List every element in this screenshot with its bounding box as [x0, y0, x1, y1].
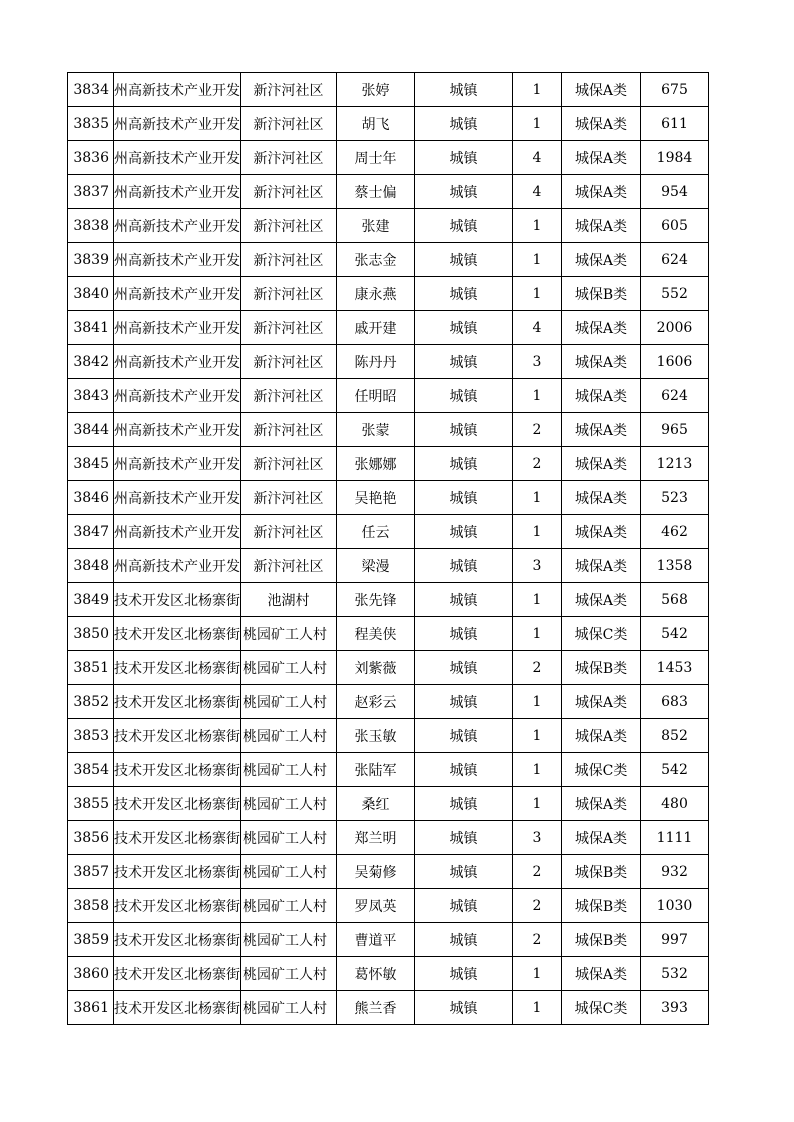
cell-community: 新汴河社区	[241, 447, 337, 481]
cell-category: 城保A类	[562, 685, 641, 719]
cell-community: 桃园矿工人村	[241, 685, 337, 719]
cell-community: 新汴河社区	[241, 515, 337, 549]
cell-name: 陈丹丹	[337, 345, 415, 379]
cell-district	[114, 481, 241, 515]
table-row	[68, 243, 709, 277]
district-text: 技术开发区北杨寨街	[114, 796, 240, 813]
cell-id: 3856	[68, 821, 114, 855]
cell-id: 3853	[68, 719, 114, 753]
table-row	[68, 175, 709, 209]
cell-category: 城保B类	[562, 277, 641, 311]
cell-category: 城保A类	[562, 957, 641, 991]
table-row	[68, 583, 709, 617]
cell-amount: 542	[641, 617, 709, 651]
cell-name: 梁漫	[337, 549, 415, 583]
cell-district	[114, 277, 241, 311]
cell-amount: 852	[641, 719, 709, 753]
cell-id: 3834	[68, 73, 114, 107]
cell-district	[114, 583, 241, 617]
cell-community: 桃园矿工人村	[241, 923, 337, 957]
cell-community: 新汴河社区	[241, 481, 337, 515]
cell-district	[114, 787, 241, 821]
cell-community: 新汴河社区	[241, 141, 337, 175]
cell-district	[114, 447, 241, 481]
cell-category: 城保B类	[562, 855, 641, 889]
district-text: 技术开发区北杨寨街	[114, 830, 240, 847]
cell-amount: 393	[641, 991, 709, 1025]
cell-area: 城镇	[415, 277, 513, 311]
cell-category: 城保A类	[562, 175, 641, 209]
table-row	[68, 719, 709, 753]
cell-district	[114, 991, 241, 1025]
district-text: 技术开发区北杨寨街	[114, 1000, 240, 1017]
district-text: 技术开发区北杨寨街	[114, 898, 240, 915]
cell-id: 3836	[68, 141, 114, 175]
cell-persons: 1	[513, 277, 562, 311]
cell-area: 城镇	[415, 923, 513, 957]
cell-name: 张玉敏	[337, 719, 415, 753]
district-text: 技术开发区北杨寨街	[114, 932, 240, 949]
cell-persons: 2	[513, 855, 562, 889]
cell-persons: 4	[513, 311, 562, 345]
cell-persons: 1	[513, 617, 562, 651]
cell-name: 赵彩云	[337, 685, 415, 719]
cell-community: 新汴河社区	[241, 107, 337, 141]
cell-persons: 1	[513, 753, 562, 787]
cell-id: 3858	[68, 889, 114, 923]
cell-name: 戚开建	[337, 311, 415, 345]
cell-district	[114, 617, 241, 651]
district-text: 州高新技术产业开发	[114, 150, 240, 167]
cell-community: 新汴河社区	[241, 277, 337, 311]
table-row	[68, 651, 709, 685]
table-row	[68, 481, 709, 515]
cell-persons: 1	[513, 957, 562, 991]
cell-area: 城镇	[415, 889, 513, 923]
cell-district	[114, 923, 241, 957]
district-text: 技术开发区北杨寨街	[114, 966, 240, 983]
table-row	[68, 379, 709, 413]
cell-community: 桃园矿工人村	[241, 651, 337, 685]
cell-category: 城保B类	[562, 923, 641, 957]
cell-persons: 3	[513, 549, 562, 583]
cell-area: 城镇	[415, 447, 513, 481]
cell-name: 胡飞	[337, 107, 415, 141]
cell-category: 城保A类	[562, 379, 641, 413]
district-text: 州高新技术产业开发	[114, 218, 240, 235]
cell-name: 桑红	[337, 787, 415, 821]
cell-name: 张婷	[337, 73, 415, 107]
table-row	[68, 923, 709, 957]
cell-category: 城保A类	[562, 821, 641, 855]
cell-amount: 542	[641, 753, 709, 787]
cell-amount: 1453	[641, 651, 709, 685]
table-row	[68, 73, 709, 107]
cell-name: 曹道平	[337, 923, 415, 957]
cell-id: 3847	[68, 515, 114, 549]
cell-amount: 954	[641, 175, 709, 209]
cell-id: 3840	[68, 277, 114, 311]
district-text: 技术开发区北杨寨街	[114, 694, 240, 711]
cell-persons: 2	[513, 447, 562, 481]
cell-area: 城镇	[415, 855, 513, 889]
cell-district	[114, 821, 241, 855]
cell-amount: 1984	[641, 141, 709, 175]
cell-persons: 1	[513, 583, 562, 617]
cell-amount: 624	[641, 379, 709, 413]
cell-district	[114, 141, 241, 175]
cell-category: 城保A类	[562, 311, 641, 345]
cell-name: 郑兰明	[337, 821, 415, 855]
cell-community: 桃园矿工人村	[241, 821, 337, 855]
cell-name: 任云	[337, 515, 415, 549]
cell-area: 城镇	[415, 141, 513, 175]
cell-persons: 3	[513, 821, 562, 855]
table-row	[68, 413, 709, 447]
cell-id: 3845	[68, 447, 114, 481]
cell-district	[114, 209, 241, 243]
cell-community: 桃园矿工人村	[241, 617, 337, 651]
cell-community: 桃园矿工人村	[241, 957, 337, 991]
district-text: 州高新技术产业开发	[114, 524, 240, 541]
cell-id: 3857	[68, 855, 114, 889]
district-text: 州高新技术产业开发	[114, 184, 240, 201]
cell-community: 桃园矿工人村	[241, 719, 337, 753]
cell-name: 吴艳艳	[337, 481, 415, 515]
cell-community: 新汴河社区	[241, 379, 337, 413]
cell-persons: 1	[513, 379, 562, 413]
cell-persons: 4	[513, 141, 562, 175]
cell-amount: 1358	[641, 549, 709, 583]
cell-area: 城镇	[415, 175, 513, 209]
cell-name: 张陆军	[337, 753, 415, 787]
cell-category: 城保A类	[562, 549, 641, 583]
cell-id: 3839	[68, 243, 114, 277]
cell-id: 3844	[68, 413, 114, 447]
cell-district	[114, 311, 241, 345]
cell-district	[114, 651, 241, 685]
cell-amount: 1606	[641, 345, 709, 379]
cell-category: 城保A类	[562, 481, 641, 515]
cell-district	[114, 719, 241, 753]
cell-persons: 1	[513, 685, 562, 719]
table-row	[68, 957, 709, 991]
district-text: 州高新技术产业开发	[114, 252, 240, 269]
cell-area: 城镇	[415, 379, 513, 413]
cell-amount: 462	[641, 515, 709, 549]
cell-category: 城保A类	[562, 413, 641, 447]
cell-persons: 1	[513, 719, 562, 753]
cell-amount: 568	[641, 583, 709, 617]
cell-category: 城保A类	[562, 447, 641, 481]
table-row	[68, 821, 709, 855]
cell-category: 城保A类	[562, 73, 641, 107]
cell-community: 新汴河社区	[241, 243, 337, 277]
district-text: 州高新技术产业开发	[114, 116, 240, 133]
cell-persons: 1	[513, 991, 562, 1025]
table-row	[68, 549, 709, 583]
district-text: 技术开发区北杨寨街	[114, 864, 240, 881]
cell-district	[114, 73, 241, 107]
cell-community: 新汴河社区	[241, 311, 337, 345]
table-row	[68, 991, 709, 1025]
table-row	[68, 855, 709, 889]
cell-community: 新汴河社区	[241, 175, 337, 209]
district-text: 技术开发区北杨寨街	[114, 728, 240, 745]
cell-community: 新汴河社区	[241, 549, 337, 583]
cell-community: 桃园矿工人村	[241, 787, 337, 821]
cell-persons: 1	[513, 787, 562, 821]
district-text: 州高新技术产业开发	[114, 456, 240, 473]
cell-category: 城保A类	[562, 107, 641, 141]
cell-area: 城镇	[415, 73, 513, 107]
cell-id: 3843	[68, 379, 114, 413]
cell-category: 城保C类	[562, 991, 641, 1025]
cell-area: 城镇	[415, 243, 513, 277]
cell-persons: 1	[513, 107, 562, 141]
cell-id: 3851	[68, 651, 114, 685]
cell-id: 3850	[68, 617, 114, 651]
table-row	[68, 787, 709, 821]
cell-category: 城保A类	[562, 787, 641, 821]
cell-amount: 932	[641, 855, 709, 889]
table-row	[68, 345, 709, 379]
cell-category: 城保A类	[562, 141, 641, 175]
cell-persons: 1	[513, 243, 562, 277]
data-table	[67, 72, 709, 1025]
cell-category: 城保B类	[562, 651, 641, 685]
table-row	[68, 141, 709, 175]
cell-district	[114, 345, 241, 379]
district-text: 州高新技术产业开发	[114, 388, 240, 405]
district-text: 技术开发区北杨寨街	[114, 626, 240, 643]
cell-category: 城保C类	[562, 753, 641, 787]
cell-persons: 2	[513, 651, 562, 685]
cell-amount: 532	[641, 957, 709, 991]
cell-name: 张蒙	[337, 413, 415, 447]
cell-amount: 624	[641, 243, 709, 277]
cell-id: 3852	[68, 685, 114, 719]
cell-name: 葛怀敏	[337, 957, 415, 991]
district-text: 州高新技术产业开发	[114, 422, 240, 439]
cell-amount: 1111	[641, 821, 709, 855]
cell-persons: 2	[513, 923, 562, 957]
cell-id: 3848	[68, 549, 114, 583]
table-row	[68, 753, 709, 787]
cell-amount: 523	[641, 481, 709, 515]
cell-amount: 1030	[641, 889, 709, 923]
cell-persons: 1	[513, 515, 562, 549]
cell-area: 城镇	[415, 311, 513, 345]
table-row	[68, 311, 709, 345]
cell-name: 吴菊修	[337, 855, 415, 889]
table-row	[68, 277, 709, 311]
cell-district	[114, 175, 241, 209]
cell-amount: 683	[641, 685, 709, 719]
cell-name: 张娜娜	[337, 447, 415, 481]
cell-id: 3841	[68, 311, 114, 345]
cell-district	[114, 957, 241, 991]
cell-id: 3854	[68, 753, 114, 787]
cell-amount: 1213	[641, 447, 709, 481]
cell-id: 3846	[68, 481, 114, 515]
cell-id: 3855	[68, 787, 114, 821]
cell-area: 城镇	[415, 719, 513, 753]
cell-name: 蔡士偏	[337, 175, 415, 209]
cell-area: 城镇	[415, 787, 513, 821]
cell-name: 张志金	[337, 243, 415, 277]
cell-name: 张建	[337, 209, 415, 243]
cell-category: 城保A类	[562, 583, 641, 617]
district-text: 州高新技术产业开发	[114, 286, 240, 303]
cell-district	[114, 889, 241, 923]
cell-area: 城镇	[415, 549, 513, 583]
table-row	[68, 617, 709, 651]
cell-name: 任明昭	[337, 379, 415, 413]
cell-area: 城镇	[415, 821, 513, 855]
cell-id: 3859	[68, 923, 114, 957]
table-row	[68, 107, 709, 141]
cell-id: 3849	[68, 583, 114, 617]
district-text: 技术开发区北杨寨街	[114, 660, 240, 677]
district-text: 技术开发区北杨寨街	[114, 592, 240, 609]
cell-category: 城保A类	[562, 243, 641, 277]
cell-area: 城镇	[415, 651, 513, 685]
cell-amount: 997	[641, 923, 709, 957]
cell-area: 城镇	[415, 345, 513, 379]
cell-community: 桃园矿工人村	[241, 855, 337, 889]
cell-id: 3838	[68, 209, 114, 243]
cell-amount: 480	[641, 787, 709, 821]
cell-area: 城镇	[415, 753, 513, 787]
district-text: 州高新技术产业开发	[114, 354, 240, 371]
cell-category: 城保A类	[562, 209, 641, 243]
cell-district	[114, 107, 241, 141]
cell-district	[114, 685, 241, 719]
cell-district	[114, 753, 241, 787]
cell-category: 城保A类	[562, 515, 641, 549]
district-text: 州高新技术产业开发	[114, 82, 240, 99]
cell-persons: 1	[513, 73, 562, 107]
cell-amount: 965	[641, 413, 709, 447]
cell-district	[114, 549, 241, 583]
cell-area: 城镇	[415, 481, 513, 515]
cell-area: 城镇	[415, 957, 513, 991]
cell-area: 城镇	[415, 413, 513, 447]
district-text: 技术开发区北杨寨街	[114, 762, 240, 779]
cell-area: 城镇	[415, 583, 513, 617]
cell-id: 3835	[68, 107, 114, 141]
table-row	[68, 447, 709, 481]
cell-name: 程美侠	[337, 617, 415, 651]
cell-name: 张先锋	[337, 583, 415, 617]
cell-district	[114, 243, 241, 277]
cell-amount: 675	[641, 73, 709, 107]
cell-amount: 605	[641, 209, 709, 243]
cell-amount: 611	[641, 107, 709, 141]
district-text: 州高新技术产业开发	[114, 558, 240, 575]
cell-amount: 2006	[641, 311, 709, 345]
cell-name: 刘紫薇	[337, 651, 415, 685]
cell-community: 新汴河社区	[241, 345, 337, 379]
cell-community: 新汴河社区	[241, 73, 337, 107]
cell-area: 城镇	[415, 991, 513, 1025]
cell-category: 城保A类	[562, 719, 641, 753]
cell-id: 3860	[68, 957, 114, 991]
cell-persons: 1	[513, 481, 562, 515]
table-row	[68, 209, 709, 243]
cell-persons: 3	[513, 345, 562, 379]
table-row	[68, 685, 709, 719]
cell-name: 周士年	[337, 141, 415, 175]
cell-persons: 4	[513, 175, 562, 209]
cell-persons: 2	[513, 413, 562, 447]
cell-area: 城镇	[415, 685, 513, 719]
table-row	[68, 515, 709, 549]
cell-district	[114, 379, 241, 413]
cell-category: 城保B类	[562, 889, 641, 923]
cell-name: 罗凤英	[337, 889, 415, 923]
table-row	[68, 889, 709, 923]
cell-community: 桃园矿工人村	[241, 753, 337, 787]
table-body	[68, 73, 709, 1025]
cell-community: 新汴河社区	[241, 209, 337, 243]
cell-community: 新汴河社区	[241, 413, 337, 447]
cell-persons: 1	[513, 209, 562, 243]
cell-area: 城镇	[415, 107, 513, 141]
cell-category: 城保C类	[562, 617, 641, 651]
cell-district	[114, 515, 241, 549]
cell-name: 熊兰香	[337, 991, 415, 1025]
cell-area: 城镇	[415, 515, 513, 549]
cell-amount: 552	[641, 277, 709, 311]
cell-id: 3842	[68, 345, 114, 379]
cell-area: 城镇	[415, 209, 513, 243]
cell-district	[114, 855, 241, 889]
cell-community: 池湖村	[241, 583, 337, 617]
cell-category: 城保A类	[562, 345, 641, 379]
cell-persons: 2	[513, 889, 562, 923]
cell-community: 桃园矿工人村	[241, 991, 337, 1025]
cell-id: 3861	[68, 991, 114, 1025]
cell-community: 桃园矿工人村	[241, 889, 337, 923]
district-text: 州高新技术产业开发	[114, 490, 240, 507]
cell-name: 康永燕	[337, 277, 415, 311]
cell-area: 城镇	[415, 617, 513, 651]
cell-id: 3837	[68, 175, 114, 209]
cell-district	[114, 413, 241, 447]
district-text: 州高新技术产业开发	[114, 320, 240, 337]
